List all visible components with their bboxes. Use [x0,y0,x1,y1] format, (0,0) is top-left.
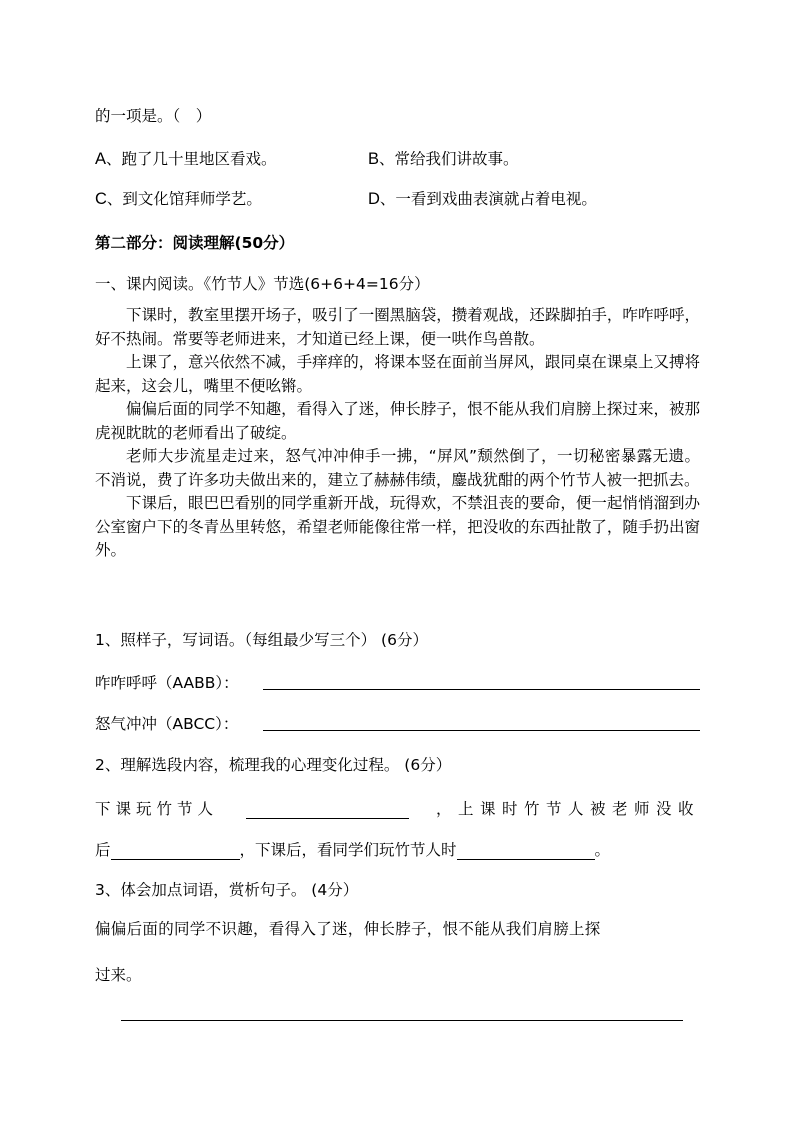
passage-paragraph: 偏偏后面的同学不知趣，看得入了迷，伸长脖子，恨不能从我们肩膀上探过来，被那虎视眈眈的老师看出了破绽。 [95,400,700,442]
option-c-text: 、到文化馆拜师学艺。 [106,190,262,208]
q2-line2-end: 。 [594,841,611,859]
q3-sentence-line2: 过来。 [95,966,142,984]
q1-row2-label: 怒气冲冲（ABCC）： [95,715,239,733]
reading-passage [95,304,700,563]
option-d-letter: D [368,190,380,208]
q1-row1-answer-line[interactable] [263,689,700,690]
option-d-text: 、一看到戏曲表演就占着电视。 [379,190,597,208]
q2-title: 2、理解选段内容，梳理我的心理变化过程。 (6分） [95,756,452,774]
q2-blank2[interactable] [111,841,240,860]
q2-line2 [95,838,610,860]
option-b [368,147,519,169]
passage-paragraph: 下课后，眼巴巴看别的同学重新开战，玩得欢，不禁沮丧的要命，便一起悄悄溜到办公室窗户下的冬青丛里转悠，希望老师能像往常一样，把没收的东西扯散了，随手扔出窗外。 [95,494,700,559]
option-a [95,147,277,169]
part2-heading: 第二部分：阅读理解(50分） [95,234,295,252]
section1-heading: 一、课内阅读。《竹节人》节选(6+6+4=16分） [95,275,430,293]
q2-blank3[interactable] [457,841,595,860]
option-b-text: 、常给我们讲故事。 [379,150,519,168]
option-a-text: 、跑了几十里地区看戏。 [106,150,277,168]
q2-line2-part2: ，下课后，看同学们玩竹节人时 [239,841,457,859]
q2-line1-part1: 下课玩竹节人 [95,800,219,818]
q2-line1-part2: ，上课时竹节人被老师没收 [435,800,700,818]
option-a-letter: A [95,150,107,168]
q2-blank1[interactable] [246,800,409,819]
passage-paragraph: 上课了，意兴依然不减，手痒痒的，将课本竖在面前当屏风，跟同桌在课桌上又搏将起来，这会儿，嘴里不便吆锵。 [95,353,700,395]
option-c [95,187,262,209]
q3-sentence-line1: 偏偏后面的同学不识趣，看得入了迷，伸长脖子，恨不能从我们肩膀上探 [95,920,601,938]
option-c-letter: C [95,190,107,208]
passage-paragraph: 下课时，教室里摆开场子，吸引了一圈黑脑袋，攒着观战，还跺脚拍手，咋咋呼呼，好不热闹。常要等老师进来，才知道已经上课，便一哄作鸟兽散。 [95,306,700,348]
question-tail: 的一项是。（ ） [95,107,212,125]
q1-row1-label: 咋咋呼呼（AABB）： [95,674,239,692]
q1-row2-answer-line[interactable] [263,730,700,731]
q3-answer-line[interactable] [121,1020,683,1021]
option-b-letter: B [368,150,380,168]
q3-title: 3、体会加点词语，赏析句子。 (4分） [95,881,359,899]
q2-line2-part1: 后 [95,841,111,859]
option-d [368,187,597,209]
passage-paragraph: 老师大步流星走过来，怒气冲冲伸手一拂，“屏风”颓然倒了，一切秘密暴露无遗。不消说，费了许多功夫做出来的，建立了赫赫伟绩，鏖战犹酣的两个竹节人被一把抓去。 [95,447,700,489]
q2-line1 [95,797,700,819]
q1-title: 1、照样子，写词语。（每组最少写三个） (6分） [95,631,428,649]
